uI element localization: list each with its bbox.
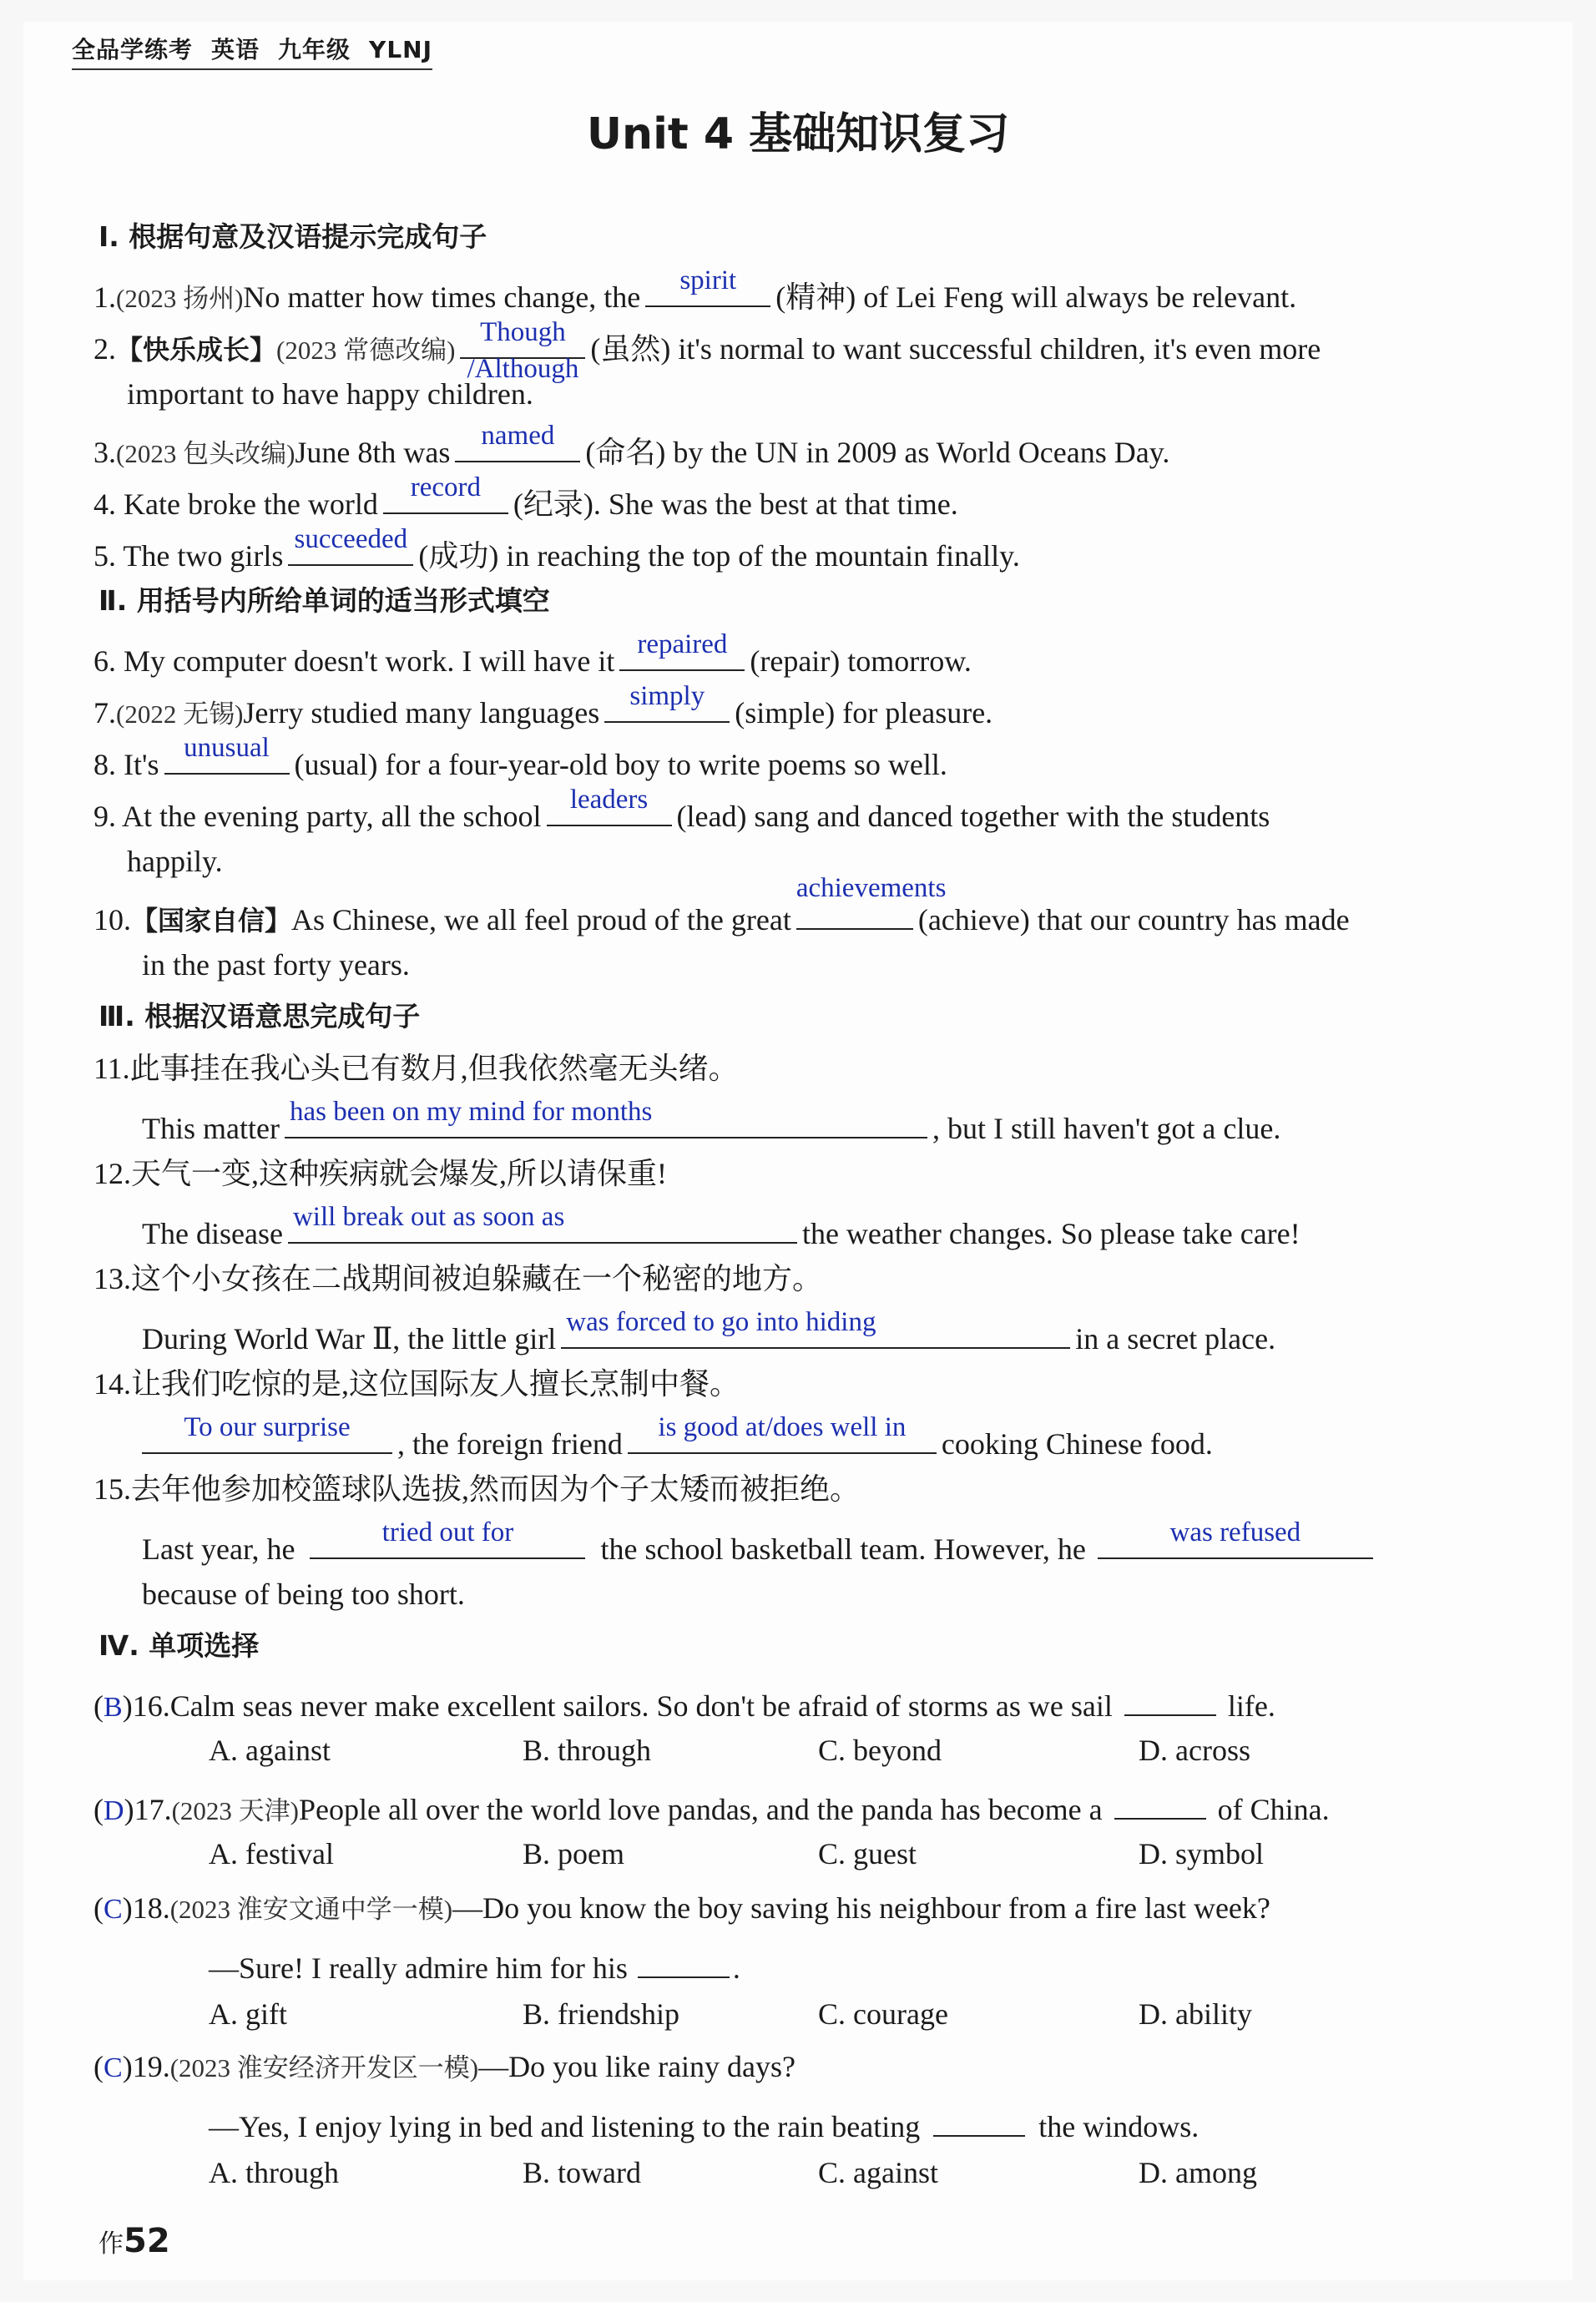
page-header (72, 32, 432, 70)
answer-blank[interactable] (455, 421, 580, 462)
brand: 全品学练考 (72, 36, 194, 63)
question-17: (D)17.(2023 天津)People all over the world love pandas, and the panda has become a of China. (93, 1785, 1330, 1830)
choice-answer[interactable]: C (104, 1894, 123, 1925)
answer-blank[interactable] (619, 629, 745, 671)
answer-text: will break out as soon as (292, 1202, 565, 1232)
section-4-heading: Ⅳ. 单项选择 (98, 1629, 260, 1662)
question-2-cont: important to have happy children. (127, 377, 533, 411)
answer-blank[interactable] (288, 1202, 797, 1244)
question-18-cont: —Sure! I really admire him for his . (209, 1943, 740, 1986)
question-9: 9. At the evening party, all the school leaders (lead) sang and danced together with the students (93, 791, 1270, 835)
question-15: Last year, he tried out for the school basketball team. However, he was refused (142, 1524, 1378, 1567)
answer-blank[interactable] (604, 681, 730, 723)
question-13: During World War Ⅱ, the little girl was forced to go into hiding in a secret place. (142, 1314, 1275, 1357)
option-d: D. ability (1139, 1997, 1252, 2031)
answer-blank[interactable] (288, 524, 413, 566)
answer-blank[interactable] (1098, 1517, 1373, 1559)
grade: 九年级 (278, 36, 351, 63)
answer-text: named (481, 421, 555, 451)
question-16: (B)16.Calm seas never make excellent sailors. So don't be afraid of storms as we sail life. (93, 1681, 1275, 1726)
question-10: 10.【国家自信】As Chinese, we all feel proud of the great achievements (achieve) that our country has made (93, 895, 1350, 939)
question-10-cont: in the past forty years. (142, 948, 410, 982)
answer-blank[interactable] (645, 265, 770, 307)
question-18: (C)18.(2023 淮安文通中学一模)—Do you know the boy saving his neighbour from a fire last week? (93, 1891, 1270, 1925)
edition: YLNJ (369, 36, 433, 63)
answer-text: repaired (637, 629, 728, 659)
answer-text: achievements (795, 873, 947, 903)
question-12-prompt: 12.天气一变,这种疾病就会爆发,所以请保重! (93, 1157, 667, 1190)
option-d: D. symbol (1139, 1837, 1265, 1870)
answer-blank (1114, 1785, 1206, 1820)
answer-text: was forced to go into hiding (566, 1307, 876, 1337)
question-19: (C)19.(2023 淮安经济开发区一模)—Do you like rainy days? (93, 2050, 796, 2083)
section-3-heading: Ⅲ. 根据汉语意思完成句子 (98, 1000, 421, 1032)
question-19-cont: —Yes, I enjoy lying in bed and listening to the rain beating the windows. (209, 2102, 1199, 2145)
question-13-prompt: 13.这个小女孩在二战期间被迫躲藏在一个秘密的地方。 (93, 1262, 823, 1295)
answer-blank[interactable] (142, 1412, 392, 1454)
answer-blank[interactable] (547, 785, 672, 826)
option-d: D. among (1139, 2156, 1257, 2189)
question-5: 5. The two girls succeeded (成功) in reaching the top of the mountain finally. (93, 531, 1020, 574)
answer-blank[interactable] (561, 1307, 1070, 1349)
page-footer (98, 2222, 170, 2260)
question-15-prompt: 15.去年他参加校篮球队选拔,然而因为个子太矮而被拒绝。 (93, 1472, 861, 1506)
answer-text: has been on my mind for months (289, 1097, 653, 1127)
answer-blank[interactable] (310, 1517, 585, 1559)
answer-text: To our surprise (184, 1412, 351, 1442)
answer-text: succeeded (294, 524, 408, 554)
answer-text-alt: /Although (467, 354, 579, 384)
option-a: A. through (209, 2156, 339, 2189)
answer-blank[interactable] (628, 1412, 937, 1454)
question-8: 8. It's unusual (usual) for a four-year-old boy to write poems so well. (93, 740, 947, 783)
answer-text: simply (629, 681, 705, 711)
choice-answer[interactable]: B (104, 1692, 123, 1723)
option-d: D. across (1139, 1734, 1250, 1767)
question-3: 3.(2023 包头改编)June 8th was named (命名) by the UN in 2009 as World Oceans Day. (93, 427, 1169, 472)
choice-answer[interactable]: D (104, 1795, 124, 1826)
footer-prefix: 作 (98, 2229, 124, 2259)
question-11: This matter has been on my mind for months , but I still haven't got a clue. (142, 1103, 1280, 1147)
answer-blank (1124, 1681, 1216, 1716)
answer-text: leaders (569, 785, 649, 815)
option-c: C. against (818, 2156, 938, 2189)
option-b: B. through (523, 1734, 652, 1767)
answer-text: was refused (1169, 1517, 1301, 1547)
option-b: B. poem (523, 1837, 624, 1870)
answer-blank[interactable] (460, 317, 585, 384)
answer-blank[interactable] (285, 1097, 927, 1138)
page-number: 52 (124, 2222, 170, 2260)
question-14: To our surprise , the foreign friend is good at/does well in cooking Chinese food. (142, 1419, 1213, 1462)
choice-answer[interactable]: C (104, 2052, 123, 2083)
answer-text: tried out for (381, 1517, 514, 1547)
answer-blank (933, 2102, 1025, 2137)
question-15-cont: because of being too short. (142, 1578, 465, 1611)
question-2: 2.【快乐成长】(2023 常德改编) Though /Although (虽然) it's normal to want successful children, it's even more (93, 324, 1321, 369)
question-4: 4. Kate broke the world record (纪录). She was the best at that time. (93, 479, 958, 522)
option-c: C. guest (818, 1837, 917, 1870)
answer-text: unusual (184, 733, 270, 763)
option-b: B. friendship (523, 1997, 679, 2031)
question-9-cont: happily. (127, 845, 223, 878)
page-title: Unit 4 基础知识复习 (586, 109, 1010, 159)
question-12: The disease will break out as soon as the weather changes. So please take care! (142, 1209, 1301, 1252)
answer-blank[interactable] (383, 472, 508, 514)
answer-text: record (410, 472, 482, 502)
answer-text: spirit (679, 265, 737, 295)
answer-text: Though (480, 317, 566, 347)
question-1: 1.(2023 扬州)No matter how times change, the spirit (精神) of Lei Feng will always be relevant. (93, 272, 1296, 317)
answer-blank[interactable] (164, 733, 290, 775)
section-2-heading: Ⅱ. 用括号内所给单词的适当形式填空 (98, 584, 550, 617)
subject: 英语 (211, 36, 260, 63)
question-14-prompt: 14.让我们吃惊的是,这位国际友人擅长烹制中餐。 (93, 1367, 740, 1401)
option-c: C. beyond (818, 1734, 942, 1767)
section-1-heading: Ⅰ. 根据句意及汉语提示完成句子 (98, 220, 487, 253)
option-b: B. toward (523, 2156, 641, 2189)
option-c: C. courage (818, 1997, 948, 2031)
answer-text: is good at/does well in (658, 1412, 907, 1442)
question-11-prompt: 11.此事挂在我心头已有数月,但我依然毫无头绪。 (93, 1052, 739, 1085)
option-a: A. festival (209, 1837, 334, 1870)
option-a: A. against (209, 1734, 331, 1767)
question-6: 6. My computer doesn't work. I will have it repaired (repair) tomorrow. (93, 636, 972, 679)
question-7: 7.(2022 无锡)Jerry studied many languages simply (simple) for pleasure. (93, 688, 992, 733)
answer-blank (638, 1943, 730, 1978)
option-a: A. gift (209, 1997, 287, 2031)
answer-blank[interactable] (795, 873, 947, 930)
